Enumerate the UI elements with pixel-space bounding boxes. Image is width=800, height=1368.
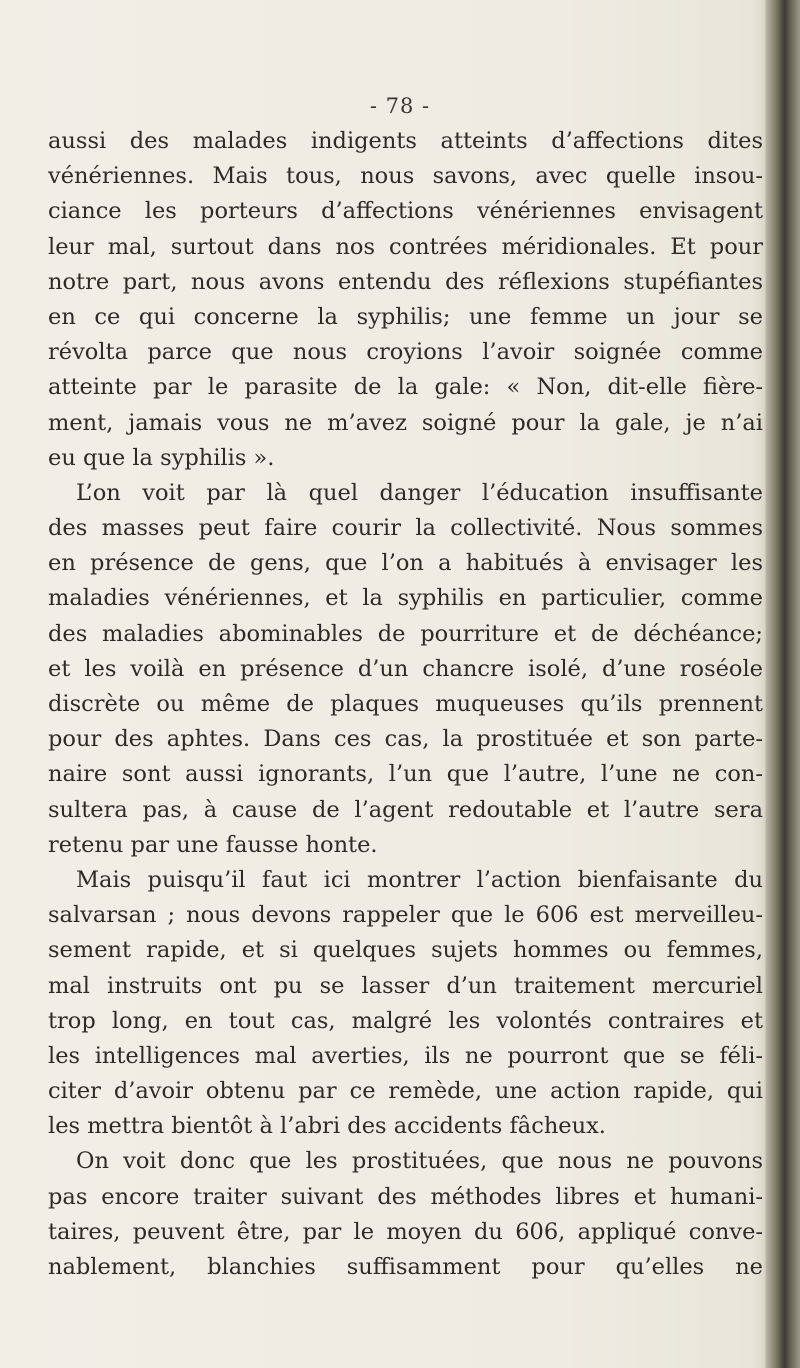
text-line: en présence de gens, que l’on a habitués à envisager les (48, 550, 763, 577)
text-line: sement rapide, et si quelques sujets hommes ou femmes, (48, 937, 763, 964)
text-line: nablement, blanchies suffisamment pour qu’elles ne (48, 1254, 763, 1280)
text-line: mal instruits ont pu se lasser d’un traitement mercuriel (48, 972, 763, 999)
text-line: naire sont aussi ignorants, l’un que l’autre, l’une ne con- (48, 761, 763, 788)
text-line: vénériennes. Mais tous, nous savons, avec quelle insou- (48, 163, 763, 190)
text-line: et les voilà en présence d’un chancre isolé, d’une roséole (48, 655, 763, 682)
text-line: aussi des malades indigents atteints d’affections dites (48, 128, 763, 154)
text-line: leur mal, surtout dans nos contrées méridionales. Et pour (48, 233, 763, 260)
text-line: ciance les porteurs d’affections vénériennes envisagent (48, 198, 763, 225)
page-number: - 78 - (369, 94, 431, 118)
text-line: salvarsan ; nous devons rappeler que le 606 est merveilleu- (48, 902, 763, 929)
book-binding (766, 0, 800, 1368)
text-line: pour des aphtes. Dans ces cas, la prostituée et son parte- (48, 726, 763, 753)
text-line: ment, jamais vous ne m’avez soigné pour la gale, je n’ai (48, 409, 763, 436)
text-line: discrète ou même de plaques muqueuses qu’ils prennent (48, 691, 763, 717)
text-line: atteinte par le parasite de la gale: « Non, dit-elle fière- (48, 374, 763, 401)
text-line: pas encore traiter suivant des méthodes libres et humani- (48, 1183, 763, 1210)
text-line: trop long, en tout cas, malgré les volontés contraires et (48, 1007, 763, 1034)
text-line: des masses peut faire courir la collectivité. Nous sommes (48, 515, 763, 542)
text-line: L’on voit par là quel danger l’éducation insuffisante (76, 479, 763, 506)
text-line: Mais puisqu’il faut ici montrer l’action bienfaisante du (76, 866, 763, 893)
text-line: citer d’avoir obtenu par ce remède, une action rapide, qui (48, 1078, 763, 1105)
text-line: retenu par une fausse honte. (48, 831, 378, 858)
text-line: les mettra bientôt à l’abri des accidents fâcheux. (48, 1113, 606, 1140)
text-line: On voit donc que les prostituées, que nous ne pouvons (76, 1148, 763, 1175)
text-line: eu que la syphilis ». (48, 444, 275, 471)
text-line: révolta parce que nous croyions l’avoir soignée comme (48, 339, 763, 366)
text-line: taires, peuvent être, par le moyen du 606, appliqué conve- (48, 1218, 763, 1245)
body-text (48, 124, 763, 1285)
text-line: sultera pas, à cause de l’agent redoutable et l’autre sera (48, 796, 763, 823)
text-line: maladies vénériennes, et la syphilis en particulier, comme (48, 585, 763, 612)
text-line: des maladies abominables de pourriture et de déchéance; (48, 620, 763, 647)
text-line: en ce qui concerne la syphilis; une femme un jour se (48, 303, 763, 330)
text-line: notre part, nous avons entendu des réflexions stupéfiantes (48, 268, 763, 295)
text-line: les intelligences mal averties, ils ne pourront que se féli- (48, 1042, 763, 1069)
